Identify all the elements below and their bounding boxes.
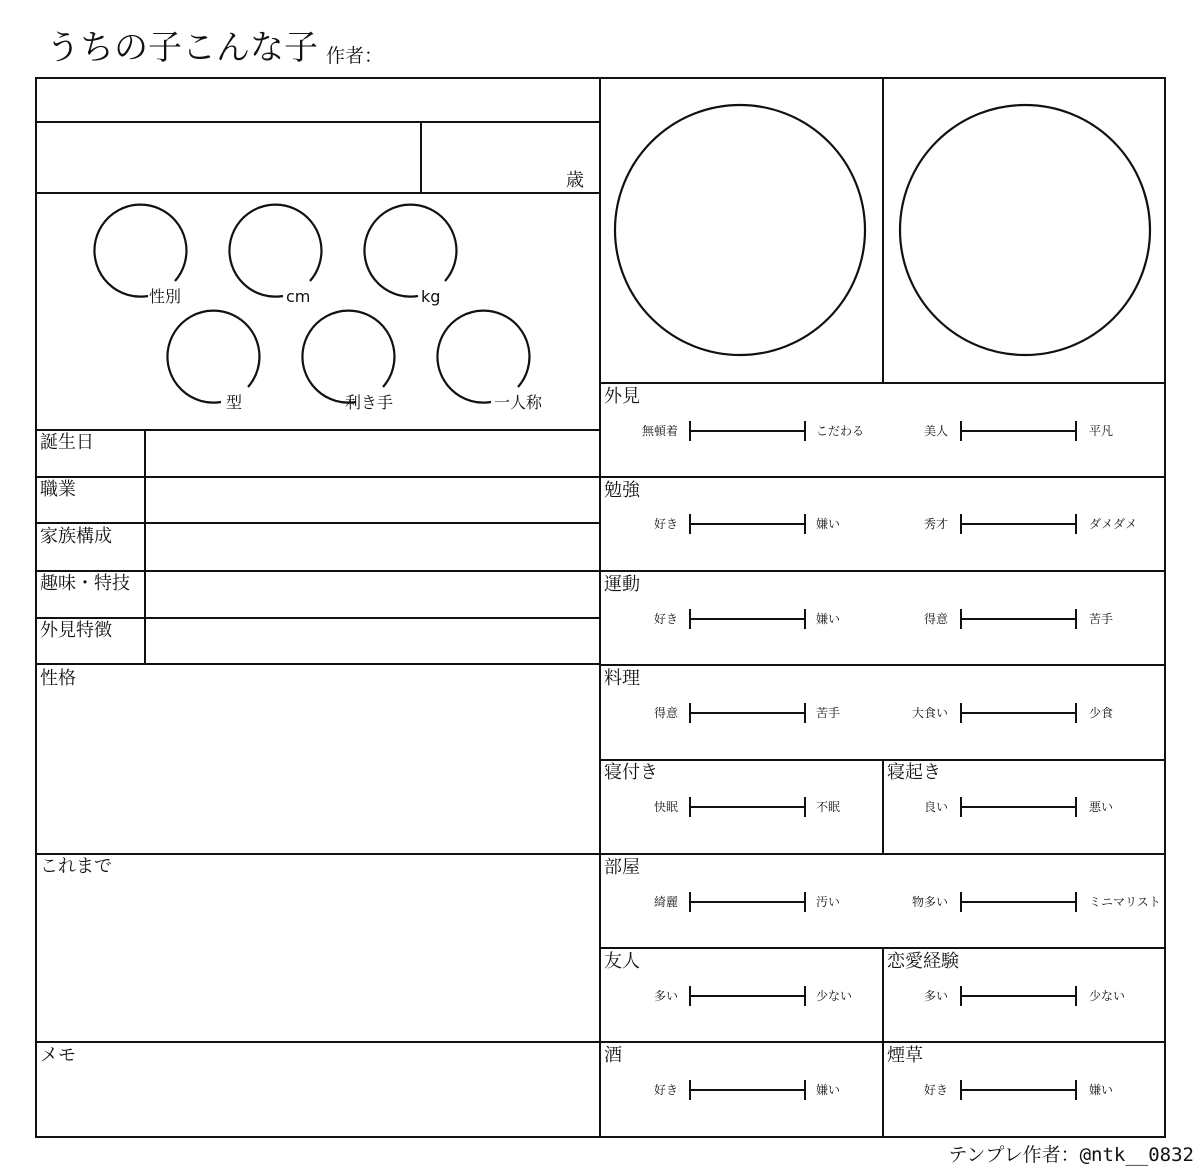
portrait-right[interactable]: [900, 105, 1150, 355]
cooking-scale-a: [690, 703, 805, 723]
friends-scale: [690, 986, 805, 1006]
hobbies-label: 趣味・特技: [40, 573, 130, 594]
wake-scale: [961, 797, 1076, 817]
room-b-right: ミニマリスト: [1089, 895, 1161, 909]
alcohol-scale: [690, 1080, 805, 1100]
smoking-right: 嫌い: [1089, 1083, 1114, 1097]
pronoun-arc: [437, 311, 529, 403]
portrait-bottom-divider: [599, 382, 1166, 384]
pronoun-label: 一人称: [494, 393, 543, 412]
portrait-divider: [882, 77, 884, 383]
personality-bottom-divider: [35, 853, 601, 855]
cooking-b-right: 少食: [1089, 706, 1114, 720]
scale-divider-2: [599, 570, 1166, 572]
study-a-left: 好き: [653, 517, 678, 531]
family-label: 家族構成: [40, 526, 112, 547]
smoking-scale: [961, 1080, 1076, 1100]
wake-right: 悪い: [1089, 800, 1114, 814]
height-unit-label: cm: [286, 287, 311, 306]
cooking-title: 料理: [604, 668, 640, 689]
room-a-right: 汚い: [816, 895, 841, 909]
exercise-title: 運動: [604, 574, 640, 595]
blood-type-arc: [167, 311, 259, 403]
appearance-a-right: こだわる: [816, 424, 865, 438]
alcohol-title: 酒: [604, 1045, 622, 1066]
study-a-right: 嫌い: [816, 517, 841, 531]
sleep-wake-divider: [882, 759, 884, 854]
age-row-divider: [35, 192, 601, 194]
frame-right-border: [1164, 77, 1166, 1138]
birthday-field[interactable]: [146, 431, 599, 476]
exercise-a-right: 嫌い: [816, 612, 841, 626]
cooking-a-left: 得意: [653, 706, 678, 720]
cooking-b-left: 大食い: [911, 706, 948, 720]
room-scale-a: [690, 892, 805, 912]
appearance-b-right: 平凡: [1089, 424, 1114, 438]
study-scale-a: [690, 514, 805, 534]
height-arc: [229, 205, 321, 297]
alcohol-left: 好き: [653, 1083, 678, 1097]
exercise-scale-b: [961, 609, 1076, 629]
study-b-left: 秀才: [923, 517, 948, 531]
scale-divider-1: [599, 476, 1166, 478]
weight-unit-label: kg: [421, 287, 441, 306]
appearance-b-left: 美人: [923, 424, 948, 438]
weight-arc: [364, 205, 456, 297]
friends-left: 多い: [653, 989, 678, 1003]
sleep-left: 快眠: [653, 800, 678, 814]
appearance-scale-a: [690, 421, 805, 441]
history-label: これまで: [40, 856, 112, 877]
personality-label: 性格: [40, 668, 76, 689]
exercise-scale-a: [690, 609, 805, 629]
family-field[interactable]: [146, 524, 599, 570]
appearance-scale-b: [961, 421, 1076, 441]
template-credit: テンプレ作者：@ntk__0832: [948, 1144, 1194, 1166]
exercise-b-right: 苦手: [1089, 612, 1114, 626]
appearance-features-field[interactable]: [146, 619, 599, 663]
appearance-a-left: 無頓着: [641, 424, 678, 438]
sleep-scale: [690, 797, 805, 817]
study-b-right: ダメダメ: [1089, 517, 1138, 531]
history-field[interactable]: [37, 880, 599, 1040]
name-field[interactable]: [37, 79, 599, 121]
portrait-left[interactable]: [615, 105, 865, 355]
occupation-field[interactable]: [146, 478, 599, 522]
friends-right: 少ない: [816, 989, 853, 1003]
blood-type-label: 型: [226, 393, 243, 412]
info-bottom-divider: [35, 663, 601, 665]
occupation-label: 職業: [40, 479, 76, 500]
room-scale-b: [961, 892, 1076, 912]
hobbies-field[interactable]: [146, 572, 599, 617]
gender-label: 性別: [149, 287, 182, 306]
sleep-title: 寝付き: [604, 762, 658, 783]
cooking-a-right: 苦手: [816, 706, 841, 720]
memo-field[interactable]: [37, 1069, 599, 1135]
romance-right: 少ない: [1089, 989, 1126, 1003]
appearance-features-label: 外見特徴: [40, 620, 112, 641]
romance-scale: [961, 986, 1076, 1006]
study-title: 勉強: [604, 480, 640, 501]
dominant-hand-label: 利き手: [345, 393, 394, 412]
friends-title: 友人: [604, 951, 640, 972]
wake-left: 良い: [923, 800, 948, 814]
exercise-a-left: 好き: [653, 612, 678, 626]
history-bottom-divider: [35, 1041, 601, 1043]
birthday-label: 誕生日: [40, 432, 94, 453]
memo-label: メモ: [40, 1045, 76, 1066]
romance-left: 多い: [923, 989, 948, 1003]
center-divider: [599, 77, 601, 1138]
alcohol-right: 嫌い: [816, 1083, 841, 1097]
study-scale-b: [961, 514, 1076, 534]
sleep-right: 不眠: [816, 800, 841, 814]
cooking-scale-b: [961, 703, 1076, 723]
appearance-title: 外見: [604, 386, 640, 407]
personality-field[interactable]: [37, 692, 599, 852]
wake-title: 寝起き: [887, 762, 941, 783]
smoking-title: 煙草: [887, 1045, 923, 1066]
reading-field[interactable]: [37, 123, 420, 192]
lower-split-divider: [882, 947, 884, 1138]
smoking-left: 好き: [923, 1083, 948, 1097]
dominant-hand-arc: [302, 311, 394, 403]
exercise-b-left: 得意: [923, 612, 948, 626]
romance-title: 恋愛経験: [887, 951, 959, 972]
room-a-left: 綺麗: [653, 895, 678, 909]
age-unit-label: 歳: [566, 170, 584, 191]
author-label: 作者：: [326, 45, 384, 67]
room-b-left: 物多い: [911, 895, 948, 909]
page-title: うちの子こんな子: [46, 28, 318, 68]
gender-arc: [94, 205, 186, 297]
room-title: 部屋: [604, 857, 640, 878]
scale-divider-3: [599, 664, 1166, 666]
